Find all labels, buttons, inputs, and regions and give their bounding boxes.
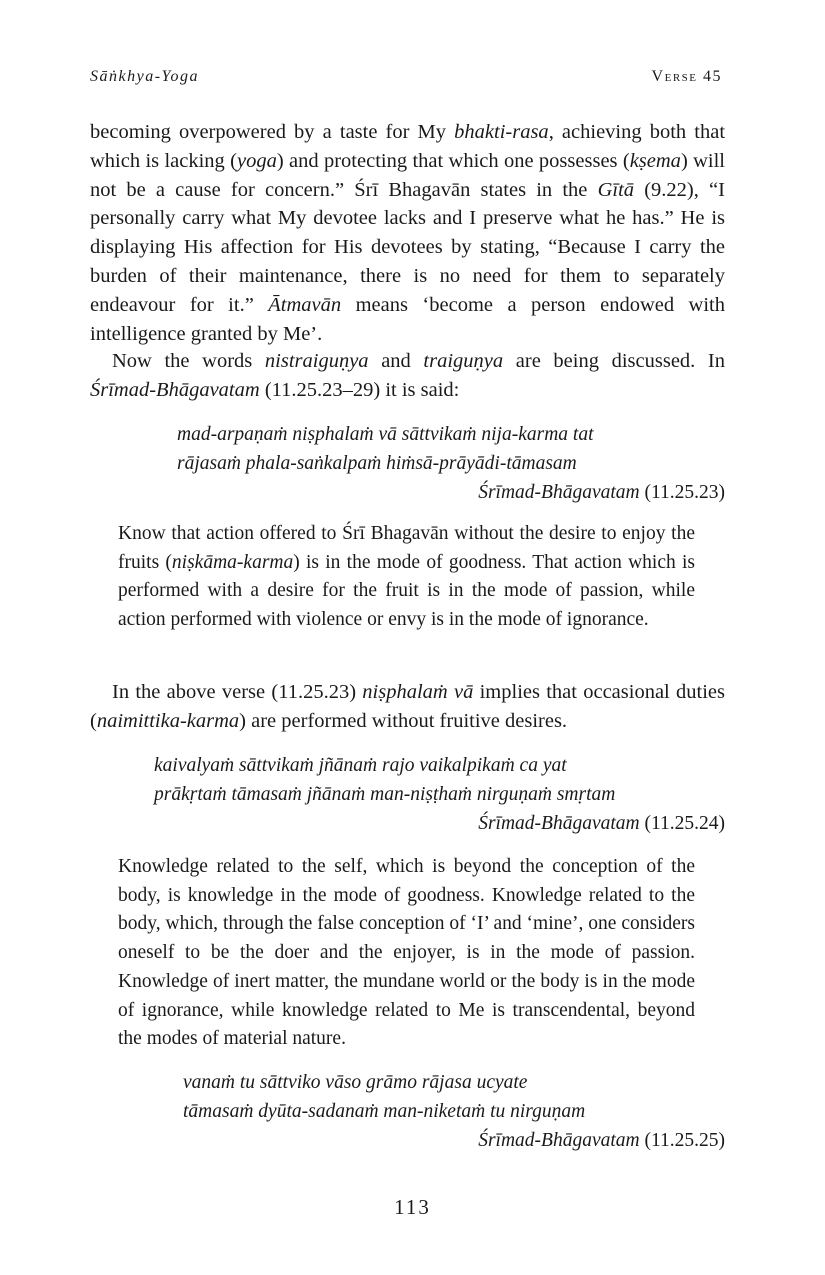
verse-citation: Śrīmad-Bhāgavatam (11.25.24): [478, 813, 725, 834]
commentary-paragraph-3: In the above verse (11.25.23) niṣphalaṁ vā implies that occasional duties (naimittika-karma) are performed without fruitive desires.: [90, 681, 725, 732]
verse-translation-2: Knowledge related to the self, which is beyond the conception of the body, is knowledge in the mode of goodness. Knowledge related to the body, which, through the false conception of ‘I’ and ‘mine’, one considers oneself to be the doer and the enjoyer, is in the mode of passion. Knowledge of inert matter, the mundane world or the body is in the mode of ignorance, while knowledge related to Me is transcendental, beyond the modes of material nature.: [118, 856, 695, 1050]
commentary-paragraph-1: becoming overpowered by a taste for My bhakti-rasa, achieving both that which is lacking (yoga) and protecting that which one possesses (kṣema) will not be a cause for concern.” Śrī Bhagavān states in the Gītā (9.22), “I personally carry what My devotee lacks and I preserve what he has.” He is displaying His affection for His devotees by stating, “Because I carry the burden of their maintenance, there is no need for them to separately endeavour for it.” Ātmavān means ‘become a person endowed with intelligence granted by Me’.: [90, 121, 726, 345]
commentary-paragraph-2: Now the words nistraiguṇya and traiguṇya are being discussed. In Śrīmad-Bhāgavatam (11.25.23–29) it is said:: [90, 350, 725, 401]
sanskrit-verse-1: [177, 420, 725, 507]
verse-line: vanaṁ tu sāttviko vāso grāmo rājasa ucyate: [183, 1072, 528, 1093]
page-number: 113: [394, 1195, 431, 1219]
verse-line: rājasaṁ phala-saṅkalpaṁ hiṁsā-prāyādi-tāmasam: [177, 453, 577, 474]
verse-translation-1: Know that action offered to Śrī Bhagavān without the desire to enjoy the fruits (niṣkāma-karma) is in the mode of goodness. That action which is performed with a desire for the fruit is in the mode of passion, while action performed with violence or envy is in the mode of ignorance.: [118, 523, 696, 631]
verse-line: prākṛtaṁ tāmasaṁ jñānaṁ man-niṣṭhaṁ nirguṇaṁ smṛtam: [154, 784, 616, 805]
verse-citation: Śrīmad-Bhāgavatam (11.25.23): [478, 482, 725, 503]
verse-line: mad-arpaṇaṁ niṣphalaṁ vā sāttvikaṁ nija-karma tat: [177, 424, 594, 445]
running-head: [90, 68, 722, 86]
verse-citation: Śrīmad-Bhāgavatam (11.25.25): [478, 1130, 725, 1151]
sanskrit-verse-3: [183, 1068, 725, 1155]
verse-line: kaivalyaṁ sāttvikaṁ jñānaṁ rajo vaikalpikaṁ ca yat: [154, 755, 567, 776]
verse-line: tāmasaṁ dyūta-sadanaṁ man-niketaṁ tu nirguṇam: [183, 1101, 586, 1122]
verse-number: Verse 45: [651, 68, 722, 85]
chapter-title: Sāṅkhya-Yoga: [90, 68, 199, 85]
sanskrit-verse-2: [154, 751, 725, 838]
